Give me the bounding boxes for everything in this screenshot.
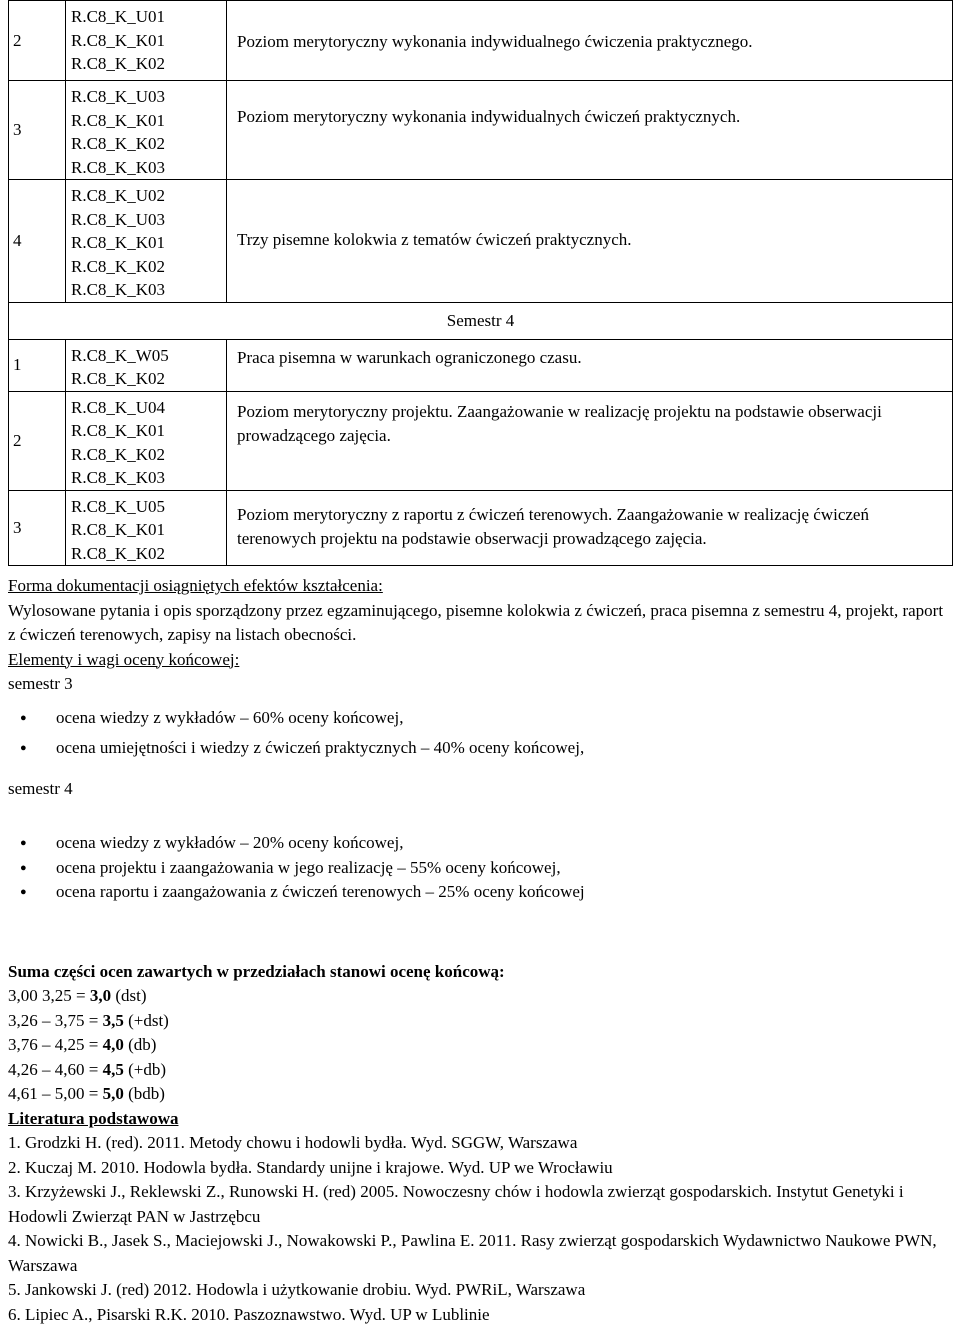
effect-code: R.C8_K_K02 [71, 543, 165, 563]
effect-code: R.C8_K_K03 [71, 280, 165, 299]
row-number: 3 [9, 490, 66, 566]
list-item: ● ocena wiedzy z wykładów – 60% oceny końcowej, [8, 703, 953, 733]
grade-row [8, 1009, 953, 1034]
effect-code: R.C8_K_K02 [71, 134, 165, 153]
table-row [9, 1, 953, 81]
row-number: 4 [9, 180, 66, 303]
grade-value: 5,0 [102, 1084, 124, 1103]
assessment-table [8, 0, 953, 566]
effect-codes [66, 1, 227, 81]
description-text: Poziom merytoryczny wykonania indywidualnych ćwiczeń praktycznych. [237, 107, 741, 126]
table-row [9, 81, 953, 180]
assessment-description [227, 81, 953, 180]
grade-row [8, 1058, 953, 1083]
assessment-description [227, 490, 953, 566]
row-number: 1 [9, 339, 66, 391]
document [8, 0, 953, 1327]
grade-range: 3,00 3,25 = [8, 986, 90, 1005]
table-row [9, 180, 953, 303]
effect-code: R.C8_K_K02 [71, 54, 165, 73]
grade-value: 4,5 [102, 1059, 124, 1079]
semester-header: Semestr 4 [9, 302, 953, 339]
effect-code: R.C8_K_U03 [71, 209, 165, 229]
effect-codes [66, 391, 227, 490]
effect-code: R.C8_K_K01 [71, 233, 165, 252]
description-text: Poziom merytoryczny wykonania indywidualnego ćwiczenia praktycznego. [237, 32, 753, 51]
elementy-heading: Elementy i wagi oceny końcowej: [8, 649, 240, 669]
grade-label: (+dst) [123, 1010, 169, 1030]
effect-code: R.C8_K_K03 [71, 468, 165, 487]
semester-header-row [9, 302, 953, 339]
effect-codes [66, 180, 227, 303]
effect-code: R.C8_K_K01 [71, 520, 165, 539]
effect-codes [66, 81, 227, 180]
assessment-description [227, 391, 953, 490]
suma-heading: Suma części ocen zawartych w przedziałach stanowi ocenę końcową: [8, 961, 505, 981]
grade-label: (dst) [111, 986, 147, 1005]
suma-section [8, 960, 953, 1107]
effect-code: R.C8_K_K01 [71, 110, 165, 130]
grade-value: 3,5 [102, 1010, 124, 1030]
effect-code: R.C8_K_K02 [71, 369, 165, 388]
literature-item: 2. Kuczaj M. 2010. Hodowla bydła. Standardy unijne i krajowe. Wyd. UP we Wrocławiu [8, 1157, 613, 1177]
literature-item: 5. Jankowski J. (red) 2012. Hodowla i użytkowanie drobiu. Wyd. PWRiL, Warszawa [8, 1280, 586, 1299]
table-row [9, 391, 953, 490]
forma-heading: Forma dokumentacji osiągniętych efektów kształcenia: [8, 576, 383, 595]
grade-range: 3,26 – 3,75 = [8, 1010, 103, 1030]
description-text: Poziom merytoryczny projektu. Zaangażowanie w realizację projektu na podstawie obserwacji prowadzącego zajęcia. [237, 401, 882, 445]
effect-code: R.C8_K_U04 [71, 397, 165, 417]
effect-code: R.C8_K_U03 [71, 87, 165, 106]
literature-item: 6. Lipiec A., Pisarski R.K. 2010. Paszoznawstwo. Wyd. UP w Lublinie [8, 1304, 490, 1324]
grade-range: 4,61 – 5,00 = [8, 1084, 103, 1103]
grade-row [8, 984, 953, 1009]
effect-codes [66, 490, 227, 566]
effect-code: R.C8_K_K03 [71, 157, 165, 177]
semester-4-list [8, 831, 953, 905]
table-row [9, 490, 953, 566]
grade-range: 3,76 – 4,25 = [8, 1035, 103, 1054]
grade-label: (+db) [123, 1059, 167, 1079]
grade-row [8, 1082, 953, 1107]
effect-code: R.C8_K_U02 [71, 186, 165, 205]
description-text: Poziom merytoryczny z raportu z ćwiczeń terenowych. Zaangażowanie w realizację ćwiczeń terenowych projektu na podstawie obserwacji prowadzącego zajęcia. [237, 504, 869, 548]
literature-item: 1. Grodzki H. (red). 2011. Metody chowu i hodowli bydła. Wyd. SGGW, Warszawa [8, 1133, 578, 1152]
forma-section [8, 574, 953, 648]
effect-code: R.C8_K_U05 [71, 496, 165, 516]
grade-value: 3,0 [89, 986, 112, 1005]
effect-code: R.C8_K_K02 [71, 256, 165, 276]
effect-code: R.C8_K_U01 [71, 7, 165, 26]
effect-codes [66, 339, 227, 391]
grade-value: 4,0 [102, 1035, 124, 1054]
description-text: Trzy pisemne kolokwia z tematów ćwiczeń praktycznych. [237, 230, 632, 249]
table-row [9, 339, 953, 391]
effect-code: R.C8_K_K02 [71, 444, 165, 464]
grade-range: 4,26 – 4,60 = [8, 1059, 103, 1079]
list-item: ● ocena wiedzy z wykładów – 20% oceny końcowej, [8, 831, 953, 856]
list-item: ● ocena umiejętności i wiedzy z ćwiczeń praktycznych – 40% oceny końcowej, [8, 733, 953, 763]
literature-item: 4. Nowicki B., Jasek S., Maciejowski J., Nowakowski P., Pawlina E. 2011. Rasy zwierząt gospodarskich Wydawnictwo Naukowe PWN, Warszawa [8, 1231, 937, 1275]
grade-row [8, 1033, 953, 1058]
assessment-description [227, 1, 953, 81]
list-item: ● ocena raportu i zaangażowania z ćwiczeń terenowych – 25% oceny końcowej [8, 880, 953, 905]
assessment-description [227, 339, 953, 391]
assessment-description [227, 180, 953, 303]
list-item: ● ocena projektu i zaangażowania w jego realizację – 55% oceny końcowej, [8, 856, 953, 881]
semester-3-list [8, 703, 953, 763]
elementy-section [8, 648, 953, 905]
literatura-section [8, 1107, 953, 1328]
literatura-heading: Literatura podstawowa [8, 1108, 179, 1128]
grade-label: (db) [123, 1035, 157, 1054]
description-text: Praca pisemna w warunkach ograniczonego czasu. [237, 347, 582, 367]
literature-item: 3. Krzyżewski J., Reklewski Z., Runowski H. (red) 2005. Nowoczesny chów i hodowla zwierząt gospodarskich. Instytut Genetyki i Hodowli Zwierząt PAN w Jastrzębcu [8, 1182, 904, 1226]
semester-4-label: semestr 4 [8, 778, 73, 798]
effect-code: R.C8_K_K01 [71, 421, 165, 440]
forma-text: Wylosowane pytania i opis sporządzony przez egzaminującego, pisemne kolokwia z ćwiczeń, praca pisemna z semestru 4, projekt, raport z ćwiczeń terenowych, zapisy na listach obecności. [8, 600, 944, 644]
row-number: 2 [9, 1, 66, 81]
effect-code: R.C8_K_W05 [71, 345, 169, 365]
row-number: 2 [9, 391, 66, 490]
semester-3-label: semestr 3 [8, 674, 73, 693]
row-number: 3 [9, 81, 66, 180]
effect-code: R.C8_K_K01 [71, 30, 165, 50]
grade-label: (bdb) [123, 1084, 165, 1103]
